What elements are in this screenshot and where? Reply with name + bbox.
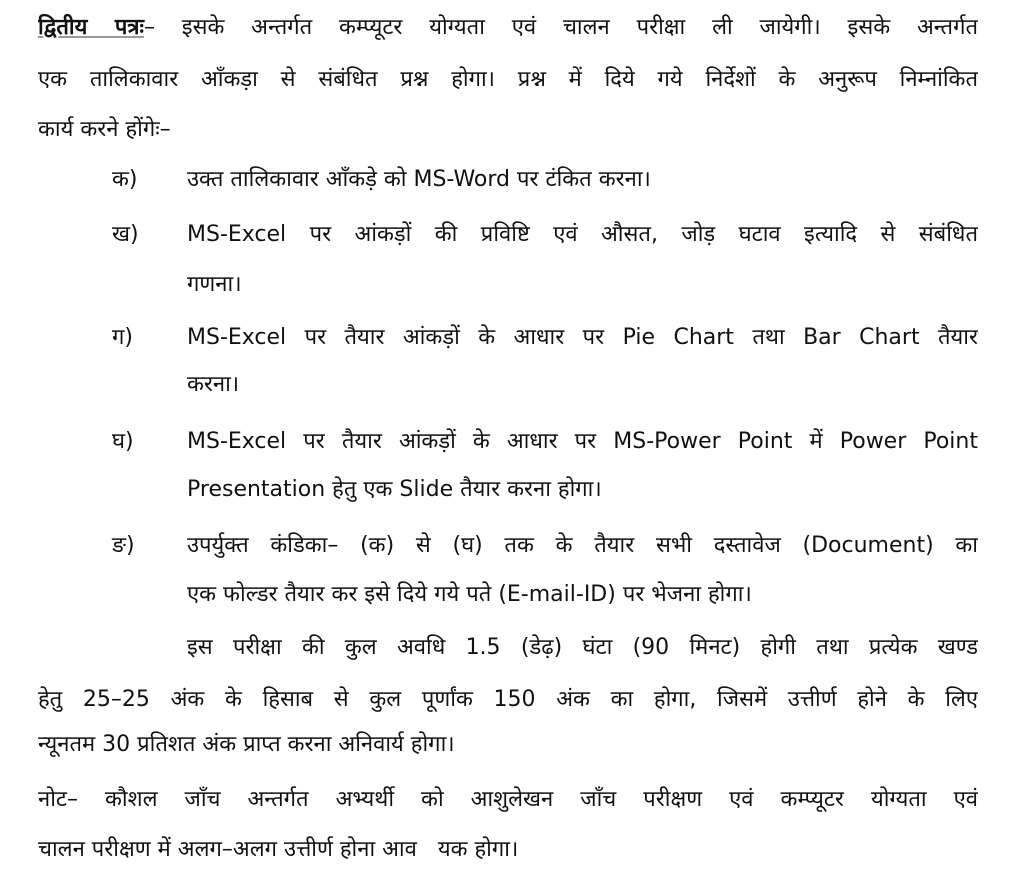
intro-line-2: एक तालिकावार आँकड़ा से संबंधित प्रश्न होगा। प्रश्न में दिये गये निर्देशों के अनुरूप निम्नांकित (38, 67, 978, 92)
note-line-2: चालन परीक्षण में अलग–अलग उत्तीर्ण होना आव यक होगा। (38, 837, 519, 862)
duration-line-3: न्यूनतम 30 प्रतिशत अंक प्राप्त करना अनिवार्य होगा। (38, 732, 455, 757)
section-heading: द्वितीय पत्रः (38, 15, 144, 40)
item-text: MS-Excel पर तैयार आंकड़ों के आधार पर Pie Chart तथा Bar Chart तैयार (187, 325, 978, 350)
note-line-1: नोट– कौशल जाँच अन्तर्गत अभ्यर्थी को आशुलेखन जाँच परीक्षण एवं कम्प्यूटर योग्यता एवं (38, 787, 978, 812)
item-text: करना। (187, 372, 240, 397)
duration-line-2: हेतु 25–25 अंक के हिसाब से कुल पूर्णांक 150 अंक का होगा, जिसमें उत्तीर्ण होने के लिए (38, 687, 978, 712)
item-text: गणना। (187, 272, 242, 297)
item-text: MS-Excel पर तैयार आंकड़ों के आधार पर MS-Power Point में Power Point (187, 429, 978, 454)
intro-line-3: कार्य करने होंगेः– (38, 117, 171, 142)
duration-line-1: इस परीक्षा की कुल अवधि 1.5 (डेढ़) घंटा (90 मिनट) होगी तथा प्रत्येक खण्ड (187, 635, 978, 660)
item-label: ङ) (112, 533, 135, 558)
item-text: उपर्युक्त कंडिका– (क) से (घ) तक के तैयार सभी दस्तावेज (Document) का (187, 533, 978, 558)
item-label: ख) (112, 222, 139, 247)
item-label: घ) (112, 429, 134, 454)
item-label: क) (112, 167, 138, 192)
item-text: एक फोल्डर तैयार कर इसे दिये गये पते (E-mail-ID) पर भेजना होगा। (187, 582, 752, 607)
item-label: ग) (112, 325, 133, 350)
item-text: उक्त तालिकावार आँकड़े को MS-Word पर टंकित करना। (187, 167, 651, 192)
item-text: Presentation हेतु एक Slide तैयार करना होगा। (187, 477, 602, 502)
item-text: MS-Excel पर आंकड़ों की प्रविष्टि एवं औसत, जोड़ घटाव इत्यादि से संबंधित (187, 222, 978, 247)
intro-line-1: द्वितीय पत्रः– इसके अन्तर्गत कम्प्यूटर योग्यता एवं चालन परीक्षा ली जायेगी। इसके अन्तर्गत (38, 15, 978, 40)
